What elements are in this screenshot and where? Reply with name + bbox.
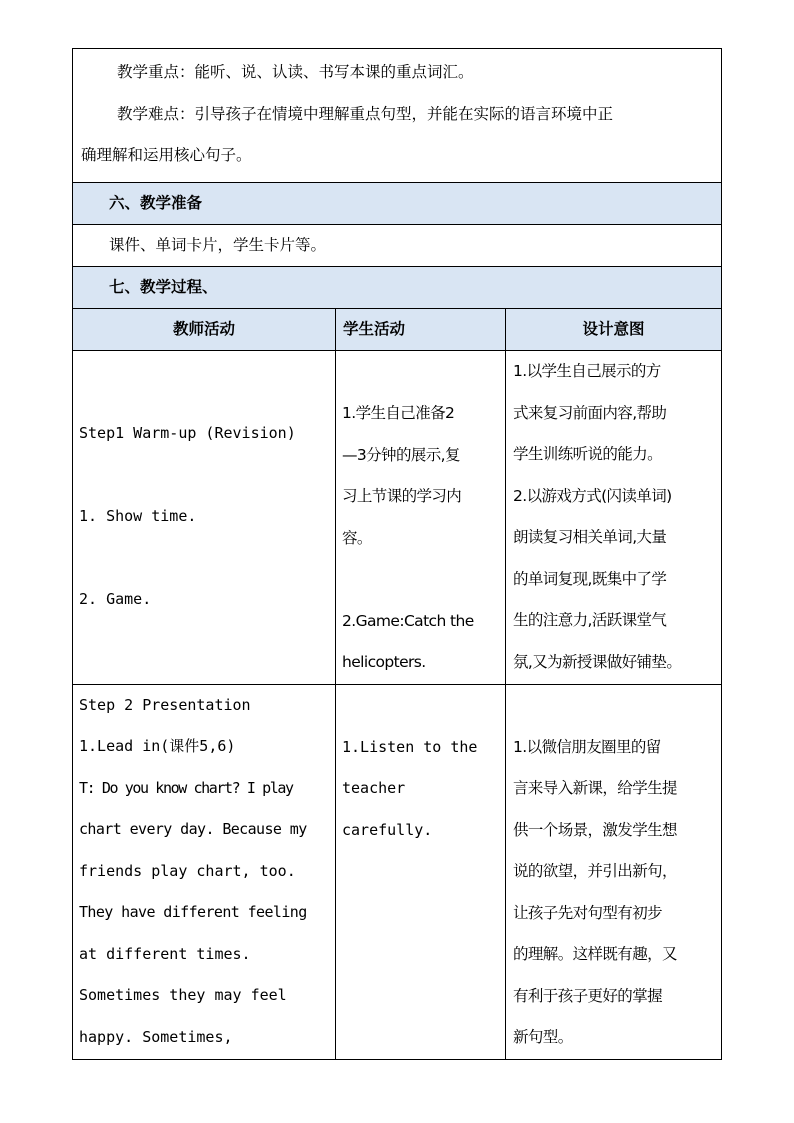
teaching-focus-row [73,49,722,183]
teacher-activity-line: chart every day. Because my [79,820,307,838]
column-header-row [73,309,722,351]
design-intent-line: 言来导入新课，给学生提 [513,779,677,797]
student-activity-line: —3分钟的展示,复 [342,445,460,464]
section-6-content-row [73,224,722,267]
presentation-row [73,684,722,1059]
teacher-activity-line: 1.Lead in(课件5,6) [79,737,236,755]
design-intent-line: 供一个场景，激发学生想 [513,820,677,839]
design-intent-line: 的单词复现,既集中了学 [513,569,667,588]
design-intent-line: 让孩子先对句型有初步 [513,903,663,922]
design-intent-line: 有利于孩子更好的掌握 [513,986,663,1005]
student-activity-line: 2.Game:Catch the [342,611,474,630]
section-6-heading-row [73,182,722,224]
preparation-text: 课件、单词卡片，学生卡片等。 [109,235,327,254]
design-intent-line: 1.以微信朋友圈里的留 [513,737,661,756]
design-intent-header: 设计意图 [582,320,645,338]
teacher-activity-header: 教师活动 [172,320,235,338]
teacher-activity-line: happy. Sometimes, [79,1027,233,1046]
section-6-heading: 六、教学准备 [109,193,203,212]
teacher-step-title: Step1 Warm-up (Revision) [79,424,296,442]
student-activity-line: 习上节课的学习内 [342,487,462,505]
student-activity-line: helicopters. [342,653,426,671]
student-activity-line: 1.Listen to the [342,737,478,756]
difficult-points-text: 教学难点：引导孩子在情境中理解重点句型，并能在实际的语言环境中正 [117,104,614,123]
teacher-activity-line: T: Do you know chart? I play [79,778,293,797]
design-intent-line: 1.以学生自己展示的方 [513,362,661,380]
design-intent-line: 的理解。这样既有趣，又 [513,945,677,963]
section-7-heading: 七、教学过程、 [109,278,218,296]
student-activity-line: teacher [342,779,406,797]
design-intent-line: 氛,又为新授课做好铺垫。 [513,652,682,671]
design-intent-line: 生的注意力,活跃课堂气 [513,611,667,629]
design-intent-line: 式来复习前面内容,帮助 [513,403,667,422]
key-points-text: 教学重点：能听、说、认读、书写本课的重点词汇。 [117,63,474,81]
design-intent-line: 说的欲望，并引出新句， [513,862,677,880]
warm-up-row [73,351,722,685]
student-activity-line: carefully. [342,820,433,839]
lesson-plan-page [72,48,721,1060]
teacher-step-title: Step 2 Presentation [79,695,251,714]
teacher-activity-item: 1. Show time. [79,507,197,525]
teacher-activity-item: 2. Game. [79,590,152,608]
teacher-activity-line: friends play chart, too. [79,861,296,880]
teacher-activity-line: They have different feeling [79,903,307,921]
design-intent-line: 新句型。 [513,1028,573,1046]
section-7-heading-row [73,267,722,309]
design-intent-line: 2.以游戏方式(闪读单词) [513,486,672,505]
design-intent-line: 学生训练听说的能力。 [513,445,663,463]
design-intent-line: 朗读复习相关单词,大量 [513,528,667,546]
student-activity-line: 容。 [342,528,372,547]
student-activity-line: 1.学生自己准备2 [342,404,455,422]
teacher-activity-line: Sometimes they may feel [79,986,287,1004]
difficult-points-continued: 确理解和运用核心句子。 [81,146,252,164]
student-activity-header: 学生活动 [343,320,406,338]
lesson-plan-table [72,48,722,1060]
teacher-activity-line: at different times. [79,944,251,963]
